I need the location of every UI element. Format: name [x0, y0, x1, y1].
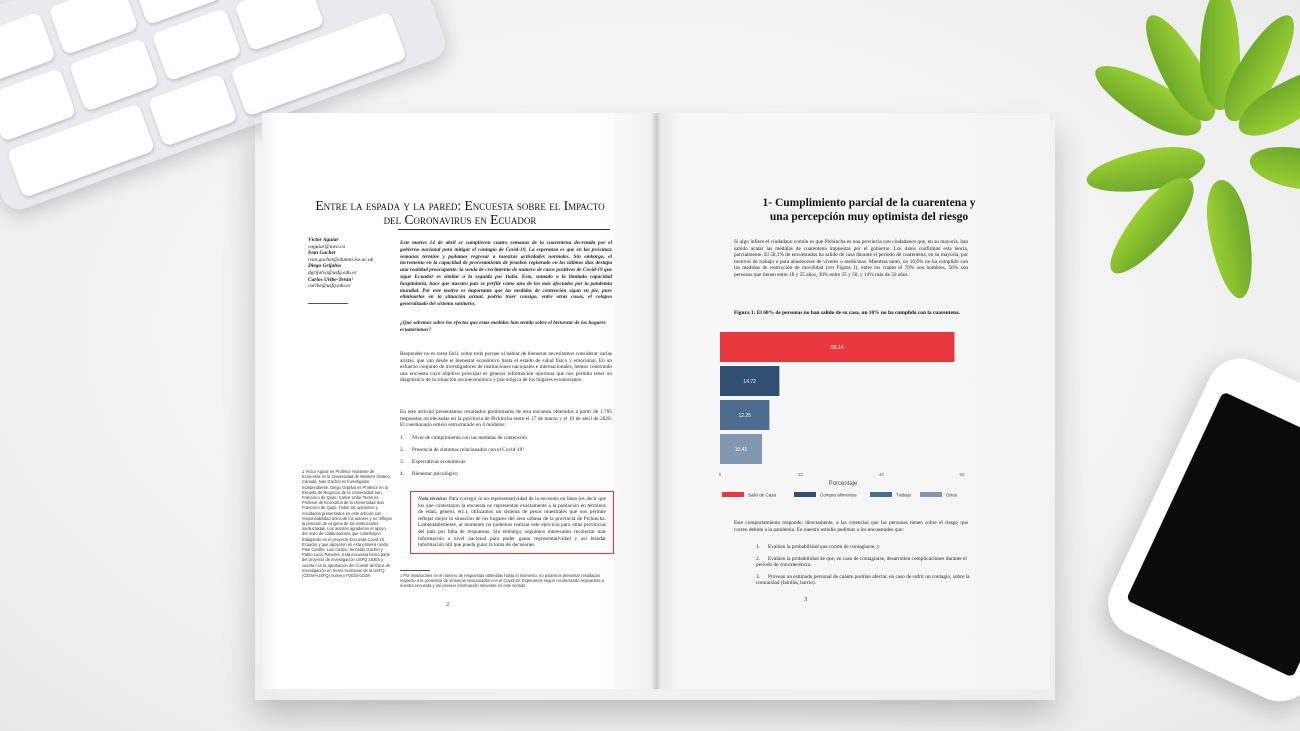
legend-swatch	[794, 492, 816, 497]
author-name: Diego Grijalva	[308, 263, 341, 270]
modules-list	[400, 435, 612, 483]
legend-swatch	[870, 492, 892, 497]
legend-swatch	[920, 492, 942, 497]
instructions-list	[756, 544, 976, 592]
bar-chart	[716, 327, 976, 505]
footnote-rule	[400, 570, 430, 571]
legend-label: Salió de Casa	[748, 492, 777, 498]
author-email: ivan.gachet@alumni.lse.ac.uk	[308, 256, 374, 263]
x-tick-label: 0	[718, 472, 722, 477]
magazine-spine	[651, 113, 661, 689]
figure-caption: Figura 1: El 60% de personas no han salido de su casa, un 10% no ha cumplido con la cuarentena.	[734, 310, 960, 316]
bar-value-label: 10.41	[734, 447, 748, 453]
body-paragraph: En este artículo presentamos resultados preliminares de esta encuesta obtenidos a partir de 1.705 respuestas recolectadas en la provincia de Pichincha entre el 27 de marzo y el 10 de abril de 2020. El cuestionario estuvo estructurado en 4 módulos:	[400, 409, 612, 429]
right-page	[656, 113, 1050, 689]
legend-swatch	[722, 492, 744, 497]
list-item: 2. Presencia de síntomas relacionados con el Covid-19²	[400, 447, 524, 453]
body-paragraph: Responder no es tarea fácil, sobre todo porque al hablar de bienestar necesitamos considerar varias aristas, que van desde el bienestar económico hasta el estado de salud físico y emocional. En un esfuerzo conjunto de investigadores de instituciones nacionales e internacionales, hemos construido una encuesta cuyo objetivo principal es generar información oportuna que nos permita tener un diagnóstico de la situación socioeconómica y psicológica de los hogares ecuatorianos.	[400, 351, 612, 384]
list-item: 2. Evalúen la probabilidad de que, en caso de contagiarse, desarrollen complicaciones durante el período de convalecencia.	[756, 555, 967, 569]
legend-label: Trabajo	[896, 492, 912, 498]
x-tick-label: 60	[959, 472, 965, 477]
author-name: Víctor Aguiar	[308, 237, 339, 243]
body-paragraph: Si algo infiere el ciudadano común es que Pichincha es una provincia con ciudadanos que, en su mayoría, han sabido acatar las medidas de cuarentena impuestas por el gobierno. Los datos confirman esta teoría, parcialmente. El 58,1% de encuestados ha salido de casa durante el período de cuarentena, en su mayoría, por motivos de trabajo o para abastecerse de víveres o medicinas. Mientras tanto, un 10,6% no ha cumplido con las medidas de restricción de movilidad (ver Figura 1), entre los cuales el 70% son hombres, 56% son personas que tienen entre 18 y 25 años, 30% entre 35 y 50, y 14% más de 50 años.	[734, 239, 968, 278]
footnote: 1 Por limitaciones en el número de respuestas obtenidas hasta el momento, no podemos presentar resultados respecto a la presencia de síntomas relacionados con el Covid-19. Esperamos seguir recolectando respuestas a nuestra encuesta y así proveer información relevante en este sentido.	[400, 573, 605, 589]
article-title: Entre la espada y la pared: Encuesta sobre el Impacto del Coronavirus en Ecuador	[315, 198, 605, 227]
author-list	[308, 237, 398, 290]
page-number: 2	[446, 601, 450, 608]
x-tick-label: 40	[878, 472, 884, 477]
list-item: 3. Provean un estimado personal de cuánto podrían afectar, en caso de sufrir un contagio, sobre la comunidad (familia, barrio).	[756, 573, 970, 587]
section-title: 1- Cumplimiento parcial de la cuarentena y una percepción muy optimista del riesgo	[762, 197, 976, 223]
list-item: 1. Nivel de cumplimiento con las medidas de contención	[400, 435, 527, 441]
author-email: dgrijalva@usfq.edu.ec	[308, 269, 357, 276]
legend-label: Compra alimentos	[820, 492, 857, 498]
bar-value-label: 58.14	[830, 345, 844, 351]
question-paragraph: ¿Qué sabemos sobre los efectos que estas medidas han tenido sobre el bienestar de los hogares ecuatorianos?	[400, 320, 606, 333]
technical-note-text: Para corregir la no-representatividad de la encuesta en línea (es decir que los que contestaron la encuesta no representan exactamente a la población en términos de edad, género, etc.), utilizamos un sistema de pesos muestrales que nos permite reflejar mejor la situación de los hogares del área urbana de la provincia de Pichincha. Lamentablemente, al momento no podemos realizar este ejercicio para otras provincias del país por falta de respuestas. Sin embargo, seguimos interesados recolectar más información a nivel nacional para poder ganar representatividad y así brindar información útil que pueda guiar la toma de decisiones.	[418, 496, 606, 549]
technical-note-box	[410, 491, 614, 554]
author-footnote: 1 Víctor Aguiar es Profesor Asistente de Economía en la Universidad de Western Ontario, Canadá. Ivan Gachet es Investigador Independiente. Diego Grijalva es Profesor en la Escuela de Negocios de la Universidad San Francisco de Quito. Carlos Uribe-Terán es Profesor de Economía de la Universidad San Francisco de Quito. Todas las opiniones y resultados presentados en este artículo son responsabilidad única de los autores y no reflejan la posición de ninguna de las instituciones involucradas. Los autores agradecen el apoyo del resto de colaboradores que contribuyen trabajando en el proyecto Encuesta Covid-19 Ecuador y que apoyaron en esta primera ronda: Paul Carrillo, Luis Castro, Nicholas Gachet y Pablo Lucio Paredes. Esta encuesta forma parte del proyecto de investigación USFQ 16304 y cuenta con la aprobación del Comité de Ética de Investigación en Seres Humanos de la USFQ (CEISH-USFQ) número P2020-021M.	[302, 469, 392, 579]
list-item: 4. Bienestar psicológico	[400, 471, 458, 477]
list-item: 1. Evalúen la probabilidad que corren de contagiarse, y	[756, 544, 880, 550]
list-item: 3. Expectativas económicas	[400, 459, 466, 465]
x-axis-label: Porcentaje	[828, 481, 858, 487]
title-rule	[398, 229, 610, 230]
legend-label: Otros	[946, 492, 958, 498]
intro-paragraph: Este martes 14 de abril se cumplieron cuatro semanas de la cuarentena decretada por el gobierno nacional para mitigar el contagio de Covid-19. La esperanza es que en las próximas semanas termine y podamos regresar a nuestras actividades normales. Sin embargo, el incremento en la capacidad de procesamiento de pruebas registrado en los últimos días destapa una realidad preocupante: la senda de crecimiento de número de casos positivos de Covid-19 que sigue Ecuador es similar a la seguida por Italia. Esto, sumado a la limitada capacidad hospitalaria, hace que nuestro país se perfile como uno de los más afectados por la pandemia mundial. Por este motivo es importante que las medidas de contención sigan en pie, pues eliminarlas en la situación actual, podría traer consigo, entre otras cosas, el colapso generalizado del sistema sanitario.	[400, 240, 612, 308]
technical-note-label: Nota técnica:	[418, 496, 448, 502]
left-page	[262, 113, 656, 689]
author-email: curibe@usfq.edu.ec	[308, 283, 351, 290]
x-tick-label: 20	[798, 472, 804, 477]
author-rule	[308, 303, 348, 304]
author-name: Carlos Uribe-Terán¹	[308, 276, 353, 283]
author-name: Ivan Gachet	[308, 250, 336, 257]
plant-decoration	[1060, 0, 1300, 220]
bar-value-label: 14.72	[743, 379, 756, 385]
body-paragraph: Este comportamiento responde, directamente, a las creencias que las personas tienen sobre el riesgo que corren debido a la pandemia. En nuestro estudio pedimos a los encuestados que:	[734, 520, 968, 533]
bar-value-label: 12.25	[738, 413, 751, 419]
author-email: vaguiar@uwo.ca	[308, 243, 346, 250]
page-number: 3	[804, 596, 808, 603]
